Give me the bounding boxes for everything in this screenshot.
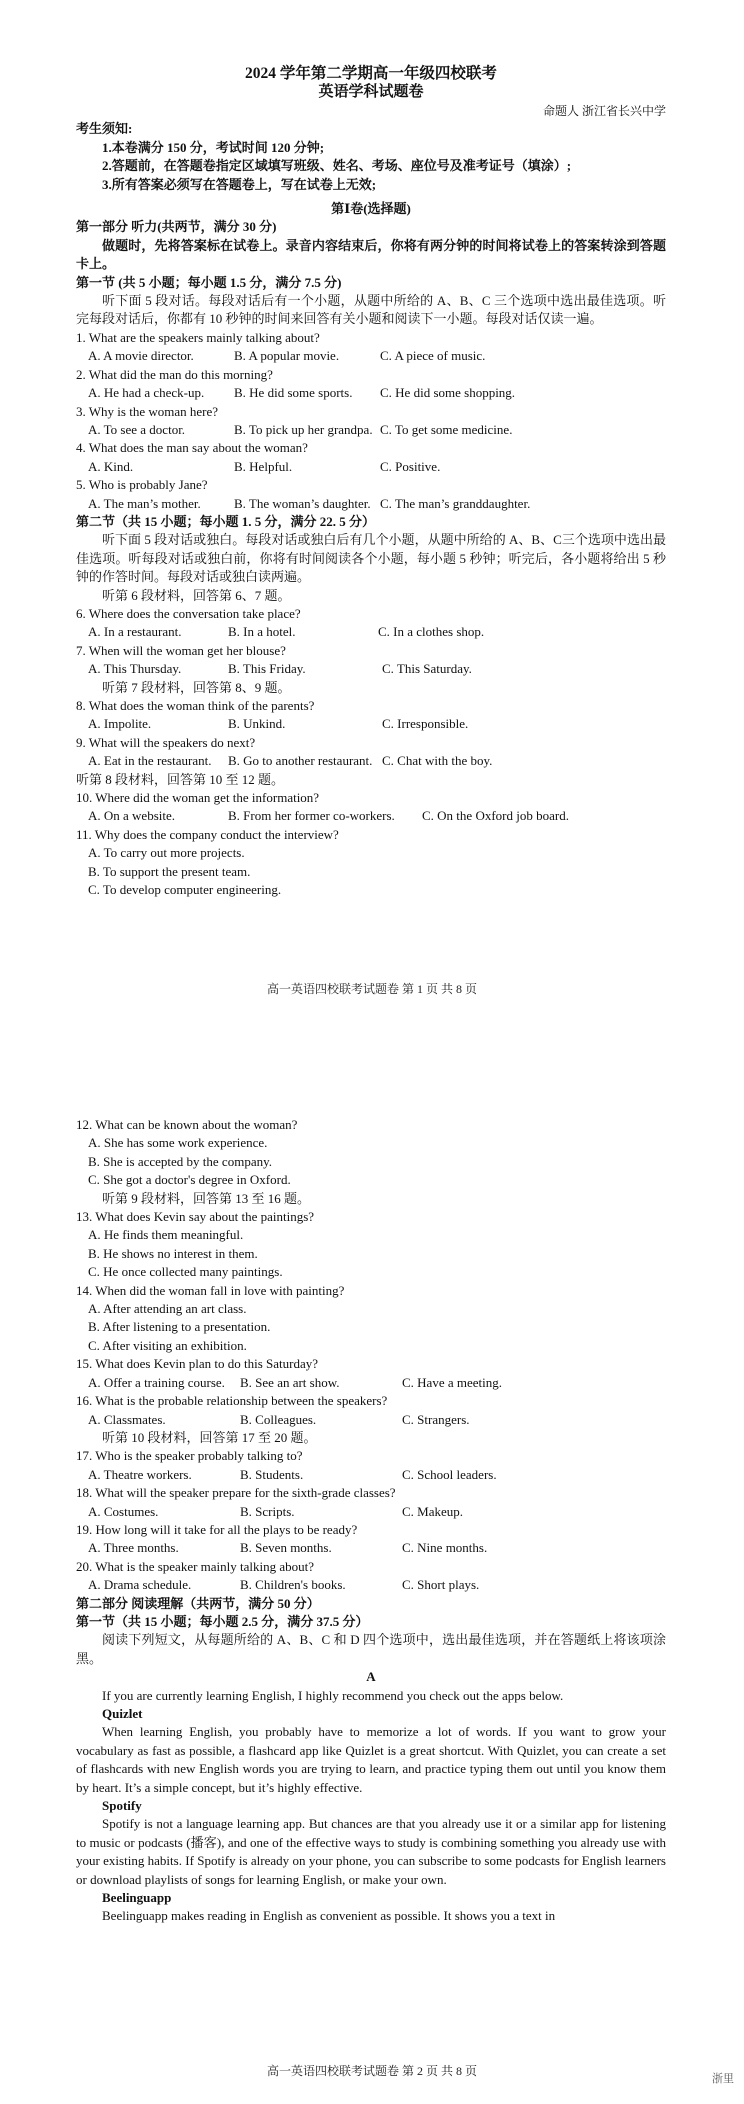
question-19: 19. How long will it take for all the plays to be ready? <box>76 1521 358 1537</box>
option-c: C. He did some shopping. <box>380 385 516 401</box>
option-b: B. Go to another restaurant. <box>228 753 373 769</box>
option-c: C. Makeup. <box>402 1503 464 1519</box>
material-7-note: 听第 7 段材料，回答第 8、9 题。 <box>102 679 291 695</box>
option-b: B. Children's books. <box>240 1577 346 1593</box>
option-c: C. This Saturday. <box>382 661 472 677</box>
exam-page-2 <box>0 1040 744 2104</box>
option-c: C. Nine months. <box>402 1540 488 1556</box>
option-c: C. To get some medicine. <box>380 421 513 437</box>
question-13: 13. What does Kevin say about the paintings? <box>76 1209 315 1225</box>
option-c: C. In a clothes shop. <box>378 624 485 640</box>
option-c: C. A piece of music. <box>380 348 486 364</box>
option-a: A. Eat in the restaurant. <box>88 753 212 769</box>
options-3 <box>76 421 666 439</box>
page-2-content <box>76 1116 666 1926</box>
option-a: A. After attending an art class. <box>88 1301 247 1317</box>
question-8: 8. What does the woman think of the parents? <box>76 698 315 713</box>
options-8 <box>76 715 666 733</box>
option-a: A. He finds them meaningful. <box>88 1227 244 1243</box>
option-a: A. Three months. <box>88 1540 179 1556</box>
options-6 <box>76 623 666 641</box>
option-a: A. To see a doctor. <box>88 421 186 437</box>
option-c: C. Positive. <box>380 458 441 474</box>
options-4 <box>76 458 666 476</box>
option-c: C. Short plays. <box>402 1577 480 1593</box>
part2-sec1-instruction: 阅读下列短文，从每题所给的 A、B、C 和 D 四个选项中，选出最佳选项，并在答题纸上将该项涂黑。 <box>76 1632 666 1666</box>
option-b: B. Helpful. <box>234 458 293 474</box>
option-b: B. She is accepted by the company. <box>88 1153 272 1169</box>
question-20: 20. What is the speaker mainly talking about? <box>76 1558 315 1574</box>
options-2 <box>76 384 666 402</box>
option-c: C. Irresponsible. <box>382 716 469 732</box>
option-a: A. Impolite. <box>88 716 152 732</box>
question-11: 11. Why does the company conduct the interview? <box>76 826 339 842</box>
exam-title: 2024 学年第二学期高一年级四校联考 <box>245 65 497 82</box>
option-c: C. On the Oxford job board. <box>422 808 569 824</box>
option-c: C. To develop computer engineering. <box>88 882 282 898</box>
page-1-content <box>76 64 666 899</box>
quizlet-paragraph: When learning English, you probably have to memorize a lot of words. If you want to grow your vocabulary as fast as possible, a flashcard app like Quizlet is a great shortcut. With Quizlet, you can create a set of flashcards with new English words you are trying to learn, and practice typing them out until you know them by heart. It’s a simple concept, but it’s highly effective. <box>76 1724 666 1795</box>
material-6-note: 听第 6 段材料，回答第 6、7 题。 <box>102 587 291 603</box>
option-c: C. He once collected many paintings. <box>88 1264 283 1280</box>
question-18: 18. What will the speaker prepare for the sixth-grade classes? <box>76 1485 396 1501</box>
question-6: 6. Where does the conversation take place? <box>76 605 301 621</box>
option-b: B. He shows no interest in them. <box>88 1245 258 1261</box>
beelinguapp-paragraph: Beelinguapp makes reading in English as convenient as possible. It shows you a text in <box>102 1908 556 1924</box>
option-c: C. She got a doctor's degree in Oxford. <box>88 1172 291 1188</box>
option-a: A. A movie director. <box>88 348 194 364</box>
option-a: A. She has some work experience. <box>88 1135 268 1151</box>
beelinguapp-heading: Beelinguapp <box>102 1890 172 1906</box>
options-5 <box>76 495 666 513</box>
notice-3: 3.所有答案必须写在答题卷上，写在试卷上无效; <box>102 176 377 192</box>
part1-title: 第一部分 听力(共两节，满分 30 分) <box>76 219 277 235</box>
question-15: 15. What does Kevin plan to do this Saturday? <box>76 1356 319 1372</box>
sec2-instruction: 听下面 5 段对话或独白。每段对话或独白后有几个小题，从题中所给的 A、B、C三个选项中选出最佳选项。听每段对话或独白前，你将有时间阅读各个小题，每小题 5 秒钟；听完后，各小题将给出 5 秒钟的作答时间。每段对话或独白读两遍。 <box>76 532 666 585</box>
options-17 <box>76 1466 666 1484</box>
options-10 <box>76 807 666 825</box>
sec1-instruction: 听下面 5 段对话。每段对话后有一个小题，从题中所给的 A、B、C 三个选项中选出最佳选项。听完每段对话后，你都有 10 秒钟的时间来回答有关小题和阅读下一小题。每段对话仅读一遍。 <box>76 293 666 327</box>
notice-title: 考生须知: <box>76 121 133 137</box>
option-a: A. He had a check-up. <box>88 385 205 401</box>
option-a: A. Classmates. <box>88 1411 166 1427</box>
material-10-note: 听第 10 段材料，回答第 17 至 20 题。 <box>102 1429 317 1445</box>
options-20 <box>76 1576 666 1594</box>
part1-instruction: 做题时，先将答案标在试卷上。录音内容结束后，你将有两分钟的时间将试卷上的答案转涂到答题卡上。 <box>76 237 666 272</box>
question-9: 9. What will the speakers do next? <box>76 734 256 750</box>
question-2: 2. What did the man do this morning? <box>76 366 273 382</box>
option-b: B. He did some sports. <box>234 385 353 401</box>
options-16 <box>76 1411 666 1429</box>
question-4: 4. What does the man say about the woman? <box>76 440 308 456</box>
question-16: 16. What is the probable relationship between the speakers? <box>76 1393 388 1409</box>
option-b: B. This Friday. <box>228 661 306 677</box>
material-8-note: 听第 8 段材料，回答第 10 至 12 题。 <box>76 771 285 787</box>
options-7 <box>76 660 666 678</box>
material-9-note: 听第 9 段材料，回答第 13 至 16 题。 <box>102 1190 311 1206</box>
option-b: B. See an art show. <box>240 1374 340 1390</box>
option-b: B. From her former co-workers. <box>228 808 395 824</box>
volume-title: 第Ⅰ卷(选择题) <box>331 201 411 217</box>
option-a: A. The man’s mother. <box>88 495 201 511</box>
exam-author: 命题人 浙江省长兴中学 <box>542 104 666 118</box>
option-a: A. On a website. <box>88 808 176 824</box>
option-a: A. Kind. <box>88 458 134 474</box>
option-a: A. This Thursday. <box>88 661 182 677</box>
option-a: A. To carry out more projects. <box>88 845 245 861</box>
option-b: B. To support the present team. <box>88 863 251 879</box>
question-17: 17. Who is the speaker probably talking to? <box>76 1448 303 1464</box>
question-3: 3. Why is the woman here? <box>76 403 218 419</box>
option-b: B. Colleagues. <box>240 1411 317 1427</box>
options-19 <box>76 1539 666 1557</box>
option-b: B. In a hotel. <box>228 624 296 640</box>
notice-1: 1.本卷满分 150 分，考试时间 120 分钟; <box>102 139 325 155</box>
passage-intro: If you are currently learning English, I highly recommend you check out the apps below. <box>102 1687 564 1703</box>
page-1-footer: 高一英语四校联考试题卷 第 1 页 共 8 页 <box>266 982 477 996</box>
option-b: B. A popular movie. <box>234 348 340 364</box>
question-12: 12. What can be known about the woman? <box>76 1117 298 1132</box>
exam-subtitle: 英语学科试题卷 <box>318 84 424 100</box>
options-9 <box>76 752 666 770</box>
option-b: B. After listening to a presentation. <box>88 1319 271 1335</box>
option-b: B. Students. <box>240 1466 304 1482</box>
option-a: A. Theatre workers. <box>88 1466 192 1482</box>
question-7: 7. When will the woman get her blouse? <box>76 642 286 658</box>
passage-label: A <box>366 1669 376 1685</box>
option-a: A. Offer a training course. <box>88 1374 225 1390</box>
option-b: B. The woman’s daughter. <box>234 495 371 511</box>
question-14: 14. When did the woman fall in love with painting? <box>76 1282 345 1298</box>
option-c: C. The man’s granddaughter. <box>380 495 531 511</box>
option-b: B. Scripts. <box>240 1503 295 1519</box>
notice-2: 2.答题前，在答题卷指定区域填写班级、姓名、考场、座位号及准考证号（填涂）; <box>102 158 572 174</box>
spotify-paragraph: Spotify is not a language learning app. But chances are that you already use it or a similar app for listening to music or podcasts (播客), and one of the effective ways to study is combining something you already use with your existing habits. If Spotify is already on your phone, you can subscribe to some podcasts for English learners or download playlists of songs for learning English, or make your own. <box>76 1816 666 1887</box>
options-15 <box>76 1374 666 1392</box>
option-c: C. Chat with the boy. <box>382 753 493 769</box>
options-18 <box>76 1503 666 1521</box>
option-c: C. School leaders. <box>402 1466 497 1482</box>
option-c: C. After visiting an exhibition. <box>88 1337 247 1353</box>
question-10: 10. Where did the woman get the information? <box>76 790 320 806</box>
option-c: C. Strangers. <box>402 1411 470 1427</box>
part2-sec1-title: 第一节（共 15 小题；每小题 2.5 分，满分 37.5 分） <box>76 1613 369 1629</box>
spotify-heading: Spotify <box>102 1798 142 1814</box>
option-a: A. In a restaurant. <box>88 624 182 640</box>
option-c: C. Have a meeting. <box>402 1374 502 1390</box>
option-b: B. To pick up her grandpa. <box>234 421 373 437</box>
option-b: B. Seven months. <box>240 1540 332 1556</box>
option-b: B. Unkind. <box>228 716 286 732</box>
option-a: A. Costumes. <box>88 1503 159 1519</box>
question-5: 5. Who is probably Jane? <box>76 477 208 493</box>
options-1 <box>76 347 666 365</box>
part2-title: 第二部分 阅读理解（共两节，满分 50 分） <box>76 1595 320 1611</box>
question-1: 1. What are the speakers mainly talking about? <box>76 329 320 345</box>
quizlet-heading: Quizlet <box>102 1706 143 1721</box>
exam-page-1 <box>0 0 744 1040</box>
sec2-title: 第二节（共 15 小题；每小题 1. 5 分，满分 22. 5 分） <box>76 513 376 529</box>
page-2-footer: 高一英语四校联考试题卷 第 2 页 共 8 页 <box>266 2064 477 2078</box>
sec1-title: 第一节 (共 5 小题；每小题 1.5 分，满分 7.5 分) <box>76 274 342 290</box>
option-a: A. Drama schedule. <box>88 1577 192 1593</box>
watermark: 浙里 <box>712 2072 734 2085</box>
